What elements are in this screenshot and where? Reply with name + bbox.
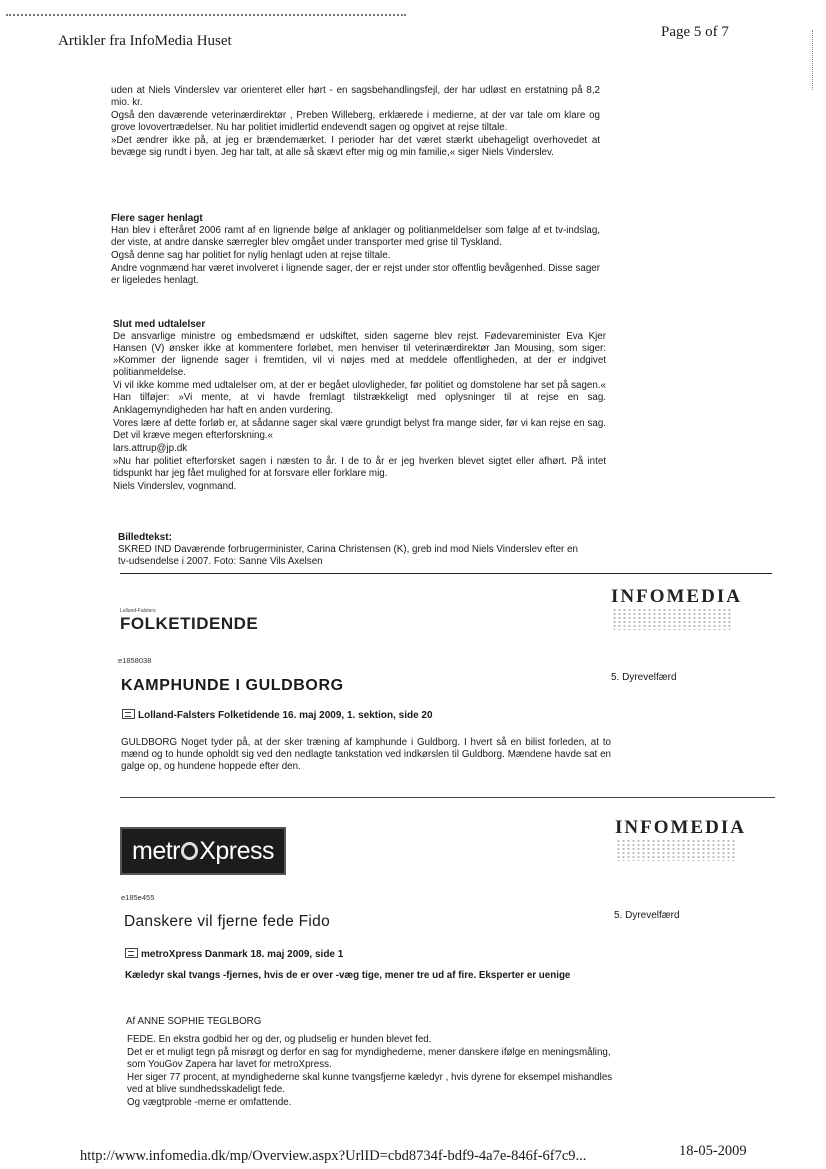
- infomedia-logo: INFOMEDIA: [611, 586, 742, 607]
- paragraph: Vi vil ikke komme med udtalelser om, at der er begået ulovligheder, før politiet og domstolene har set på sagen.« Han tilføjer: »Vi mente, at vi havde fremlagt tilstrækkeligt med oplysninger til at rejse en sag. Anklagemyndigheden har haft en anden vurdering.: [113, 380, 606, 416]
- source-line: [122, 705, 433, 723]
- article-lead: Kæledyr skal tvangs -fjernes, hvis de er over -væg tige, mener tre ud af fire. Eksperter er uenige: [125, 970, 571, 981]
- infomedia-dots-icon: [612, 608, 732, 630]
- scan-top-dots: [6, 14, 406, 20]
- paragraph: De ansvarlige ministre og embedsmænd er udskiftet, siden sagerne blev rejst. Fødevareminister Eva Kjer Hansen (V) ønsker ikke at kommentere forløbet, men henviser til veterinærdirektør Jan Mousing, som siger: »Kommer der lignende sager i fremtiden, vil vi nøjes med at meddele offentligheden, at der er indgivet politianmeldelse.: [113, 331, 606, 379]
- folketidende-logo-small: Lolland-Falsters: [120, 608, 156, 614]
- email: lars.attrup@jp.dk: [113, 442, 188, 454]
- article-body: GULDBORG Noget tyder på, at der sker træning af kamphunde i Guldborg. I hvert så en bilist forleden, at to mænd og to hunde opholdt sig ved den nedlagte tankstation ved indkørslen til Guldborg. Mændene havde sat en galge op, og hundene hoppede efter den.: [121, 737, 611, 773]
- divider: [120, 573, 772, 574]
- paragraph: Han blev i efteråret 2006 ramt af en lignende bølge af anklager og politianmeldelser som følge af et tv-indslag, der viste, at andre danske særregler blev omgået under transporter med grise til Tyskland.: [111, 225, 600, 249]
- article-id: e185e455: [121, 893, 155, 902]
- newspaper-icon: [122, 709, 135, 719]
- caption-label: Billedtekst:: [118, 532, 172, 543]
- paragraph: Det er et muligt tegn på misrøgt og derfor en sag for myndighederne, mener danskere ifølge en meningsmåling, som YouGov Zapera har lavet for metroXpress.: [127, 1047, 611, 1071]
- article-body: [127, 1034, 619, 1111]
- footer-url: http://www.infomedia.dk/mp/Overview.aspx?UrlID=cbd8734f-bdf9-4a7e-846f-6f7c9...: [80, 1148, 587, 1164]
- paragraph: Niels Vinderslev, vognmand.: [113, 481, 237, 493]
- caption-text: SKRED IND Daværende forbrugerminister, Carina Christensen (K), greb ind mod Niels Vinderslev efter en tv-udsendelse i 2007. Foto: Sanne Vils Axelsen: [118, 544, 578, 568]
- metroxpress-logo-pre: metr: [132, 836, 180, 865]
- footer-date: 18-05-2009: [679, 1143, 747, 1159]
- section-flere-sager: [111, 213, 600, 288]
- scan-right-mark: [812, 30, 815, 90]
- paragraph: »Det ændrer ikke på, at jeg er brændemærket. I perioder har det været stærkt ubehageligt overhovedet at bevæge sig rundt i byen. Jeg har talt, at alle så skævt efter mig og min familie,« siger Niels Vinderslev.: [111, 135, 600, 159]
- infomedia-dots-icon: [616, 839, 736, 861]
- source-text: metroXpress Danmark 18. maj 2009, side 1: [141, 949, 344, 960]
- paragraph: Vores lære af dette forløb er, at sådanne sager skal være grundigt belyst fra mange sider, før vi kan rejse en sag. Det vil kræve megen efterforskning.«: [113, 417, 606, 441]
- section-heading: Slut med udtalelser: [113, 319, 206, 330]
- source-line: [125, 944, 343, 962]
- divider: [120, 797, 775, 798]
- paragraph: Andre vognmænd har været involveret i lignende sager, der er rejst under stor offentlig bevågenhed. Disse sager er ligeledes henlagt.: [111, 263, 600, 287]
- newspaper-icon: [125, 948, 138, 958]
- infomedia-logo: INFOMEDIA: [615, 817, 746, 838]
- caption-block: [118, 532, 588, 569]
- article-body: [111, 85, 600, 161]
- paragraph: FEDE. En ekstra godbid her og der, og pludselig er hunden blevet fed.: [127, 1034, 432, 1045]
- folketidende-logo: [120, 608, 258, 634]
- header-title: Artikler fra InfoMedia Huset: [58, 33, 232, 49]
- paragraph: »Nu har politiet efterforsket sagen i næsten to år. I de to år er jeg hverken blevet sigtet eller afhørt. På intet tidspunkt har jeg fået mulighed for at forsvare eller forklare mig.: [113, 455, 606, 480]
- metroxpress-o-icon: [181, 842, 198, 860]
- page-number: Page 5 of 7: [661, 24, 729, 40]
- section-slut-med-udtalelser: [113, 319, 606, 494]
- paragraph: uden at Niels Vinderslev var orienteret eller hørt - en sagsbehandlingsfejl, der har udløst en erstatning på 8,2 mio. kr.: [111, 85, 600, 109]
- article-title: Danskere vil fjerne fede Fido: [124, 913, 330, 930]
- source-text: Lolland-Falsters Folketidende 16. maj 2009, 1. sektion, side 20: [138, 710, 433, 721]
- paragraph: Her siger 77 procent, at myndighederne skal kunne tvangsfjerne kæledyr , hvis dyrene for eksempel mishandles ved at blive sundhedsskadeligt fede.: [127, 1072, 613, 1096]
- article-title: KAMPHUNDE I GULDBORG: [121, 677, 344, 694]
- paragraph: Og vægtproble -merne er omfattende.: [127, 1097, 292, 1109]
- metroxpress-logo: [120, 827, 286, 875]
- metroxpress-logo-post: Xpress: [199, 836, 274, 865]
- byline: Af ANNE SOPHIE TEGLBORG: [126, 1016, 262, 1027]
- section-heading: Flere sager henlagt: [111, 213, 203, 224]
- folketidende-logo-text: FOLKETIDENDE: [120, 614, 259, 633]
- article-id: e1858038: [118, 656, 152, 665]
- paragraph: Også denne sag har politiet for nylig henlagt uden at rejse tiltale.: [111, 250, 391, 262]
- paragraph: Også den daværende veterinærdirektør , Preben Willeberg, erklærede i medierne, at der var tale om klare og grove lovovertrædelser. Nu har politiet imidlertid endevendt sagen og opgivet at rejse tiltale.: [111, 110, 600, 134]
- category-label: 5. Dyrevelfærd: [614, 910, 680, 921]
- category-label: 5. Dyrevelfærd: [611, 672, 677, 683]
